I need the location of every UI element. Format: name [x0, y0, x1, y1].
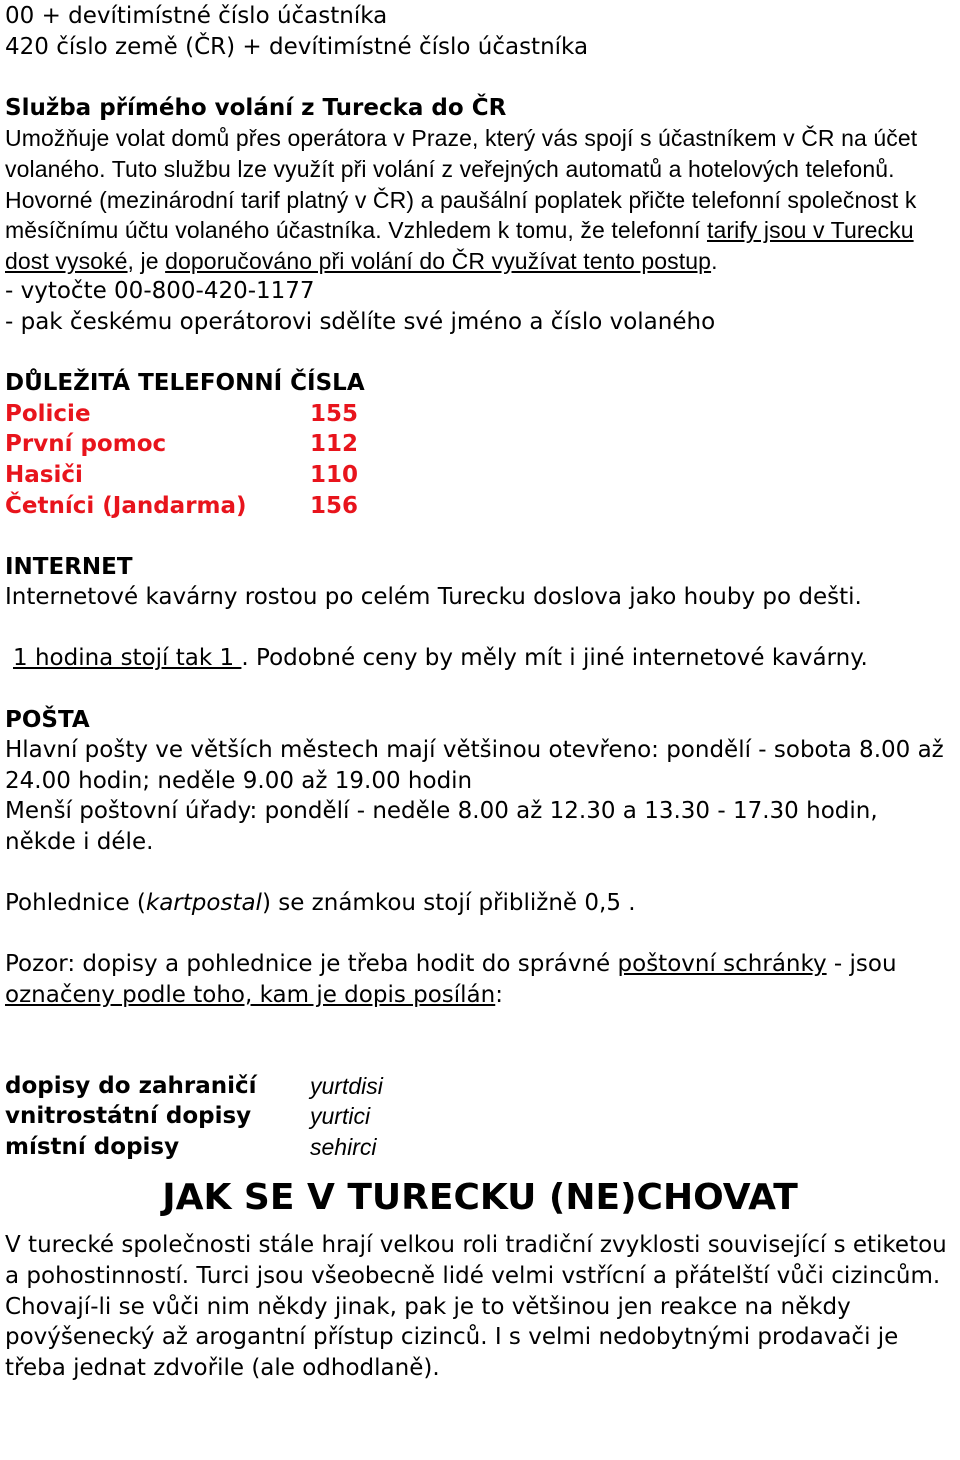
- direct-call-step-2: - pak českému operátorovi sdělíte své jméno a číslo volaného: [5, 308, 716, 335]
- phone-number: 110: [310, 461, 359, 488]
- direct-call-paragraph: [5, 123, 955, 276]
- mailbox-value: yurtici: [310, 1103, 371, 1130]
- internet-paragraph: Internetové kavárny rostou po celém Turecku doslova jako houby po dešti.: [5, 584, 862, 611]
- mailbox-row: [5, 1132, 955, 1163]
- post-hours-small: Menší poštovní úřady: pondělí - neděle 8.00 až 12.30 a 13.30 - 17.30 hodin, někde i déle.: [5, 798, 878, 856]
- postcard-text-end: ) se známkou stojí přibližně 0,5 .: [261, 890, 636, 917]
- phone-row-police: [5, 399, 955, 430]
- warning-underline-1: poštovní schránky: [617, 951, 827, 978]
- spacer: [5, 613, 955, 644]
- direct-call-text: Umožňuje volat domů přes operátora v Praze, který vás spojí s účastníkem v ČR na účet volaného. Tuto službu lze využít při volání z veřejných automatů a hotelových telefonů. Hovorné (mezinárodní tarif platný v ČR) a paušální poplatek přičte telefonní společnost k měsíčnímu účtu volaného účastníka. Vzhledem k tomu, že telefonní: [5, 125, 918, 244]
- phone-label: Četníci (Jandarma): [5, 492, 247, 519]
- warning-text-end: :: [495, 982, 503, 1008]
- phone-number: 155: [310, 400, 359, 427]
- dial-format-line-1: 00 + devítimístné číslo účastníka: [5, 3, 388, 29]
- phone-label: Policie: [5, 400, 91, 427]
- phone-label: První pomoc: [5, 431, 167, 458]
- direct-call-text-end: .: [711, 247, 718, 274]
- dial-format-line-2: 420 číslo země (ČR) + devítimístné číslo účastníka: [5, 33, 589, 60]
- direct-call-heading: Služba přímého volání z Turecka do ČR: [5, 94, 507, 121]
- mailbox-table: [5, 1071, 955, 1163]
- phone-row-firefighters: [5, 460, 955, 491]
- mailbox-value: yurtdisi: [310, 1072, 383, 1099]
- direct-call-underline-2: doporučováno při volání do ČR využívat tento postup: [165, 247, 712, 274]
- phone-row-gendarmerie: [5, 491, 955, 522]
- spacer: [5, 338, 955, 369]
- mailbox-row: [5, 1101, 955, 1132]
- spacer: [5, 858, 955, 889]
- phone-label: Hasiči: [5, 461, 83, 488]
- behaviour-paragraph: V turecké společnosti stále hrají velkou roli tradiční zvyklosti související s etiketou a pohostinností. Turci jsou všeobecně lidé velmi vstřícní a přátelští vůči cizincům. Chovají-li se vůči nim někdy jinak, pak je to většinou jen reakce na někdy povýšenecký až arogantní přístup cizinců. I s velmi nedobytnými prodavači je třeba jednat zdvořile (ale odhodlaně).: [5, 1232, 947, 1381]
- internet-heading: INTERNET: [5, 553, 133, 580]
- internet-price-link[interactable]: 1 hodina stojí tak 1: [13, 645, 242, 672]
- internet-price-line: [13, 643, 955, 674]
- mailbox-label: vnitrostátní dopisy: [5, 1103, 252, 1130]
- phones-heading: DŮLEŽITÁ TELEFONNÍ ČÍSLA: [5, 370, 365, 397]
- spacer: [5, 521, 955, 552]
- warning-text-mid: - jsou: [826, 951, 897, 978]
- mailbox-label: místní dopisy: [5, 1133, 180, 1160]
- post-hours-main: Hlavní pošty ve větších městech mají většinou otevřeno: pondělí - sobota 8.00 až 24.00 hodin; neděle 9.00 až 19.00 hodin: [5, 737, 944, 794]
- spacer: [5, 919, 955, 950]
- mailbox-value: sehirci: [310, 1133, 377, 1160]
- postcard-text: Pohlednice (: [5, 890, 146, 917]
- spacer: [5, 62, 955, 93]
- section-title: JAK SE V TURECKU (NE)CHOVAT: [162, 1177, 798, 1219]
- mailbox-label: dopisy do zahraničí: [5, 1072, 257, 1099]
- direct-call-underline-1: tarify jsou v Turecku dost vysoké: [5, 217, 914, 274]
- phone-number: 112: [310, 431, 359, 458]
- phone-row-first-aid: [5, 429, 955, 460]
- postcard-price: [5, 888, 955, 919]
- post-heading: POŠTA: [5, 706, 90, 733]
- internet-price-rest: . Podobné ceny by měly mít i jiné internetové kavárny.: [241, 645, 868, 672]
- warning-text: Pozor: dopisy a pohlednice je třeba hodit do správné: [5, 951, 618, 978]
- phone-number: 156: [310, 492, 359, 519]
- direct-call-step-1: - vytočte 00-800-420-1177: [5, 278, 315, 305]
- mailbox-warning: [5, 949, 955, 1010]
- document-page: [5, 1, 955, 1383]
- direct-call-text-mid: , je: [127, 247, 166, 274]
- spacer: [5, 674, 955, 705]
- warning-underline-2: označeny podle toho, kam je dopis posílán: [5, 982, 496, 1008]
- postcard-term: kartpostal: [145, 890, 262, 917]
- mailbox-row: [5, 1071, 955, 1102]
